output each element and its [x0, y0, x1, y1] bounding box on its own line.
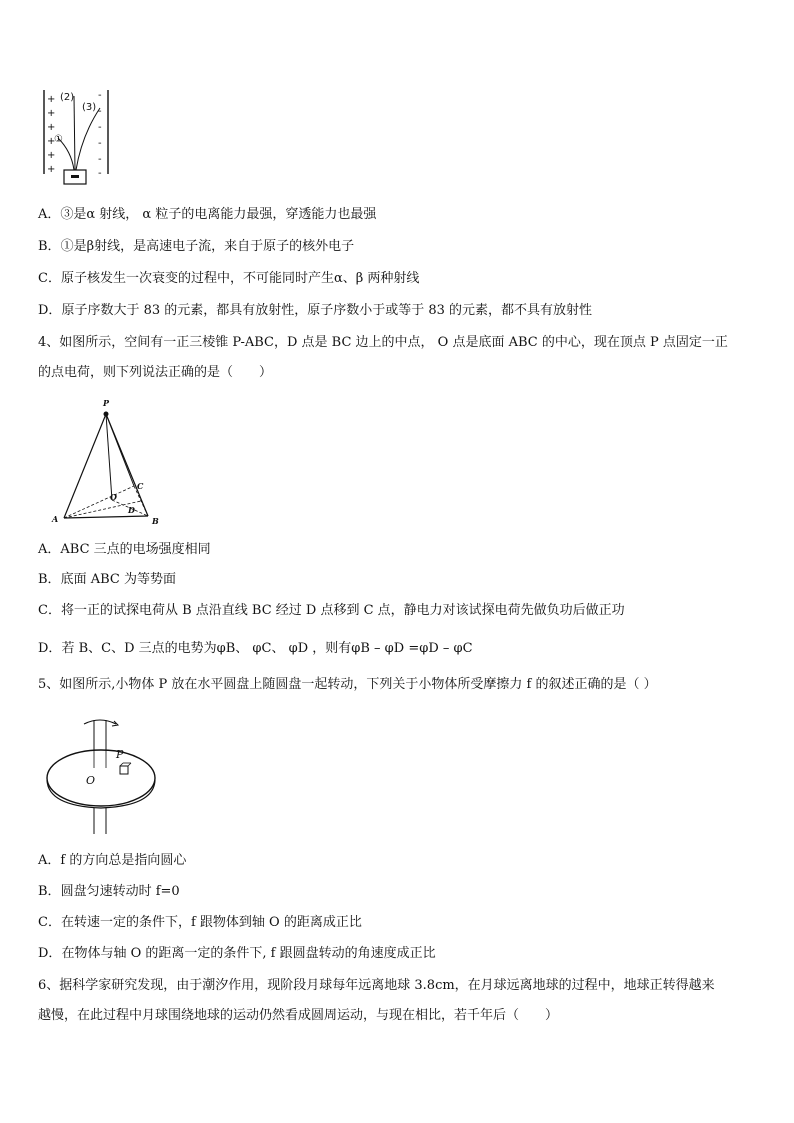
q4-stem-line1: 4、如图所示，空间有一正三棱锥 P-ABC，D 点是 BC 边上的中点， O 点是底面 ABC 的中心，现在顶点 P 点固定一正 — [38, 335, 728, 350]
q4-option-b: B．底面 ABC 为等势面 — [38, 572, 176, 587]
q3-option-d: D．原子序数大于 83 的元素，都具有放射性，原子序数小于或等于 83 的元素，都不具有放射性 — [38, 303, 593, 318]
q6-stem-line1: 6、据科学家研究发现，由于潮汐作用，现阶段月球每年远离地球 3.8cm，在月球远离地球的过程中，地球正转得越来 — [38, 978, 715, 993]
q4-option-a: A．ABC 三点的电场强度相同 — [38, 542, 211, 557]
label-o: O — [110, 492, 117, 502]
plus-sign: + — [47, 150, 56, 161]
label-p: P — [103, 398, 110, 408]
track-label-1: ① — [54, 134, 63, 145]
minus-sign: - — [98, 168, 102, 179]
plus-sign: + — [47, 122, 56, 133]
block-p — [120, 766, 128, 774]
minus-sign: - — [98, 106, 102, 117]
q5-stem: 5、如图所示,小物体 P 放在水平圆盘上随圆盘一起转动，下列关于小物体所受摩擦力 f 的叙述正确的是（ ） — [38, 677, 657, 692]
plus-sign: + — [47, 164, 56, 175]
q6-stem-line2: 越慢，在此过程中月球围绕地球的运动仍然看成圆周运动，与现在相比，若千年后（ ） — [38, 1008, 559, 1023]
minus-sign: - — [98, 90, 102, 101]
label-b: B — [152, 516, 159, 526]
minus-sign: - — [98, 122, 102, 133]
q3-option-a: A．③是α 射线， α 粒子的电离能力最强，穿透能力也最强 — [38, 207, 377, 222]
rotating-disk-figure — [44, 712, 164, 838]
pyramid-figure — [48, 396, 168, 530]
q5-option-c: C．在转速一定的条件下，f 跟物体到轴 O 的距离成正比 — [38, 915, 362, 930]
label-o: O — [86, 774, 96, 787]
minus-sign: - — [98, 154, 102, 165]
label-d: D — [128, 505, 135, 515]
label-a: A — [52, 514, 59, 524]
q3-option-b: B．①是β射线，是高速电子流，来自于原子的核外电子 — [38, 239, 355, 254]
track-2 — [74, 96, 75, 170]
q4-option-d: D．若 B、C、D 三点的电势为φB、 φC、 φD ，则有φB – φD =φD – φC — [38, 641, 473, 656]
plus-sign: + — [47, 136, 56, 147]
track-label-2: (2) — [60, 92, 75, 103]
track-label-3: (3) — [82, 102, 97, 113]
q3-option-c: C．原子核发生一次衰变的过程中，不可能同时产生α、β 两种射线 — [38, 271, 420, 286]
q5-option-a: A．f 的方向总是指向圆心 — [38, 853, 187, 868]
label-p: P — [116, 748, 124, 761]
q5-option-b: B．圆盘匀速转动时 f=0 — [38, 884, 180, 899]
q4-option-c: C．将一正的试探电荷从 B 点沿直线 BC 经过 D 点移到 C 点，静电力对该试探电荷先做负功后做正功 — [38, 603, 625, 618]
label-c: C — [137, 481, 144, 491]
plus-sign: + — [47, 108, 56, 119]
plus-sign: + — [47, 94, 56, 105]
q5-option-d: D．在物体与轴 O 的距离一定的条件下, f 跟圆盘转动的角速度成正比 — [38, 946, 436, 961]
q4-stem-line2: 的点电荷，则下列说法正确的是（ ） — [38, 365, 273, 380]
minus-sign: - — [98, 138, 102, 149]
radiation-field-figure — [40, 86, 120, 190]
track-3 — [76, 108, 100, 170]
